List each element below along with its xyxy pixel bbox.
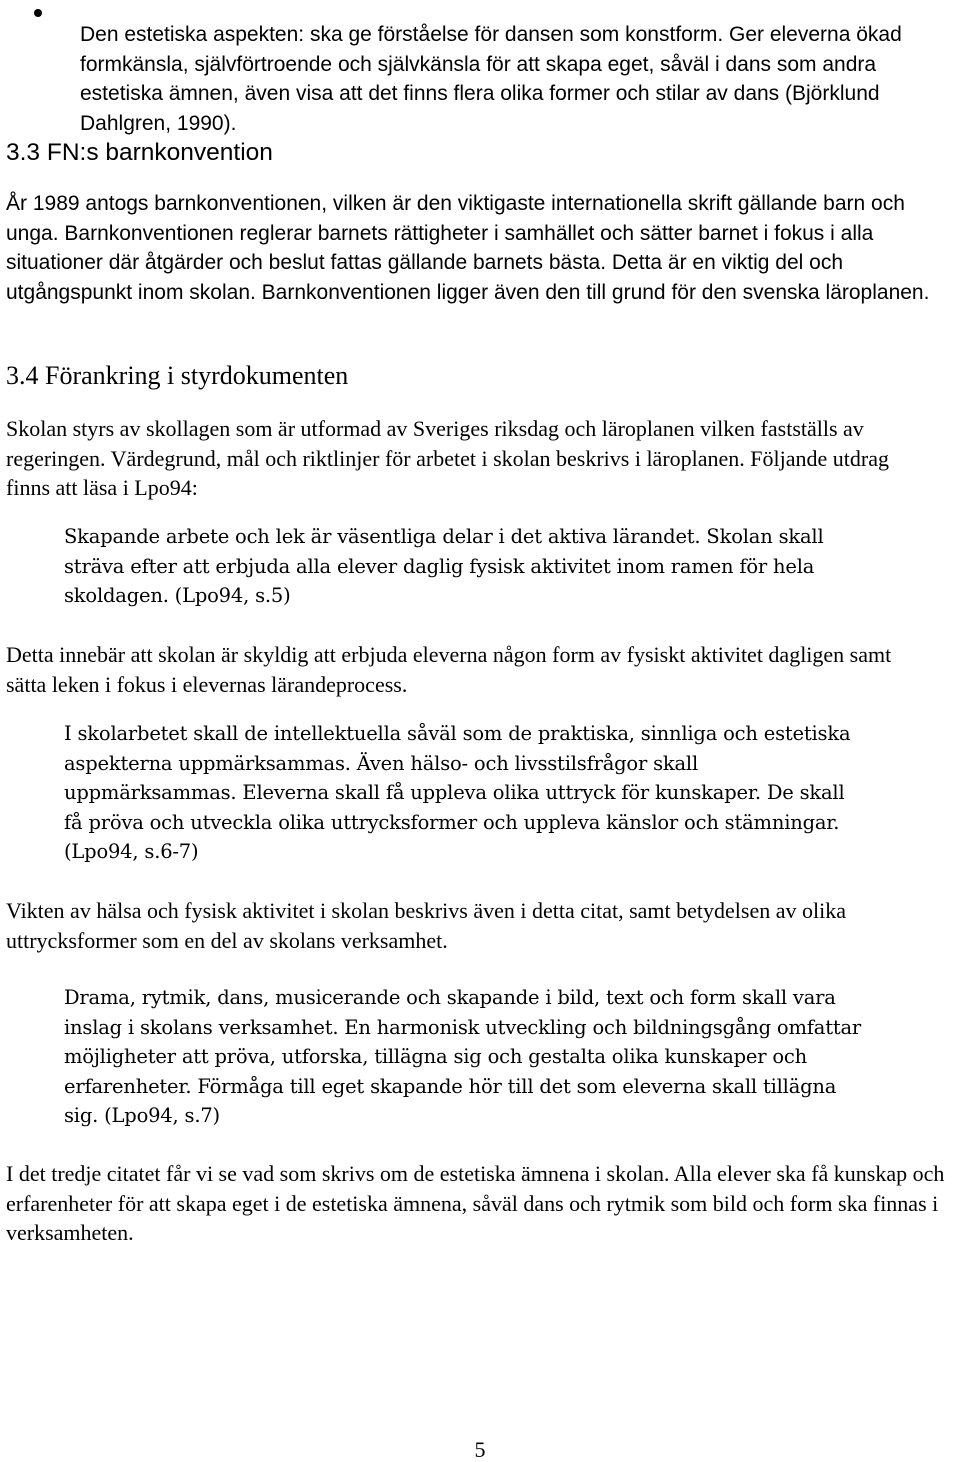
- paragraph-halsa-uttrycksformer: Vikten av hälsa och fysisk aktivitet i skolan beskrivs även i detta citat, samt betydelsen av olika uttrycksformer som en del av skolans verksamhet.: [6, 898, 846, 953]
- paragraph-barnkonvention: År 1989 antogs barnkonventionen, vilken är den viktigaste internationella skrift gällande barn och unga. Barnkonventionen reglerar barnets rättigheter i samhället och sätter barnet i fokus i alla situationer där åtgärder och beslut fattas gällande barnets bästa. Detta är en viktig del och utgångspunkt inom skolan. Barnkonventionen ligger även den till grund för den svenska läroplanen.: [6, 192, 930, 304]
- paragraph-tredje-citatet: I det tredje citatet får vi se vad som skrivs om de estetiska ämnena i skolan. Alla elever ska få kunskap och erfarenheter för att skapa eget i de estetiska ämnena, såväl dans och rytmik som bild och form ska finnas i verksamheten.: [6, 1161, 945, 1245]
- page-number: 5: [474, 1437, 486, 1462]
- blockquote-lpo94-s7: Drama, rytmik, dans, musicerande och skapande i bild, text och form skall vara inslag i skolans verksamhet. En harmonisk utveckling och bildningsgång omfattar möjligheter att pröva, utforska, tillägna sig och gestalta olika kunskaper och erfarenheter. Förmåga till eget skapande hör till det som eleverna skall tillägna sig. (Lpo94, s.7): [64, 986, 862, 1127]
- paragraph-styrdokument-intro: Skolan styrs av skollagen som är utformad av Sveriges riksdag och läroplanen vilken fastställs av regeringen. Värdegrund, mål och riktlinjer för arbetet i skolan beskrivs i läroplanen. Följande utdrag finns att läsa i Lpo94:: [6, 416, 889, 500]
- blockquote-lpo94-s6-7: I skolarbetet skall de intellektuella såväl som de praktiska, sinnliga och estetiska aspekterna uppmärksammas. Även hälso- och livsstilsfrågor skall uppmärksammas. Eleverna skall få uppleva olika uttryck för kunskaper. De skall få pröva och utveckla olika uttrycksformer och uppleva känslor och stämningar. (Lpo94, s.6-7): [64, 722, 851, 863]
- section-heading-3-4: 3.4 Förankring i styrdokumenten: [6, 361, 349, 390]
- paragraph-fysisk-aktivitet: Detta innebär att skolan är skyldig att erbjuda eleverna någon form av fysiskt aktivitet dagligen samt sätta leken i fokus i elevernas lärandeprocess.: [6, 642, 892, 697]
- bullet-icon: [34, 9, 42, 17]
- section-heading-3-3: 3.3 FN:s barnkonvention: [6, 139, 273, 166]
- bullet-item-estetiska-aspekten: Den estetiska aspekten: ska ge förståelse för dansen som konstform. Ger eleverna ökad formkänsla, självförtroende och självkänsla för att skapa eget, såväl i dans som andra estetiska ämnen, även visa att det finns flera olika former och stilar av dans (Björklund Dahlgren, 1990).: [80, 23, 902, 135]
- blockquote-lpo94-s5: Skapande arbete och lek är väsentliga delar i det aktiva lärandet. Skolan skall sträva efter att erbjuda alla elever daglig fysisk aktivitet inom ramen för hela skoldagen. (Lpo94, s.5): [64, 525, 824, 607]
